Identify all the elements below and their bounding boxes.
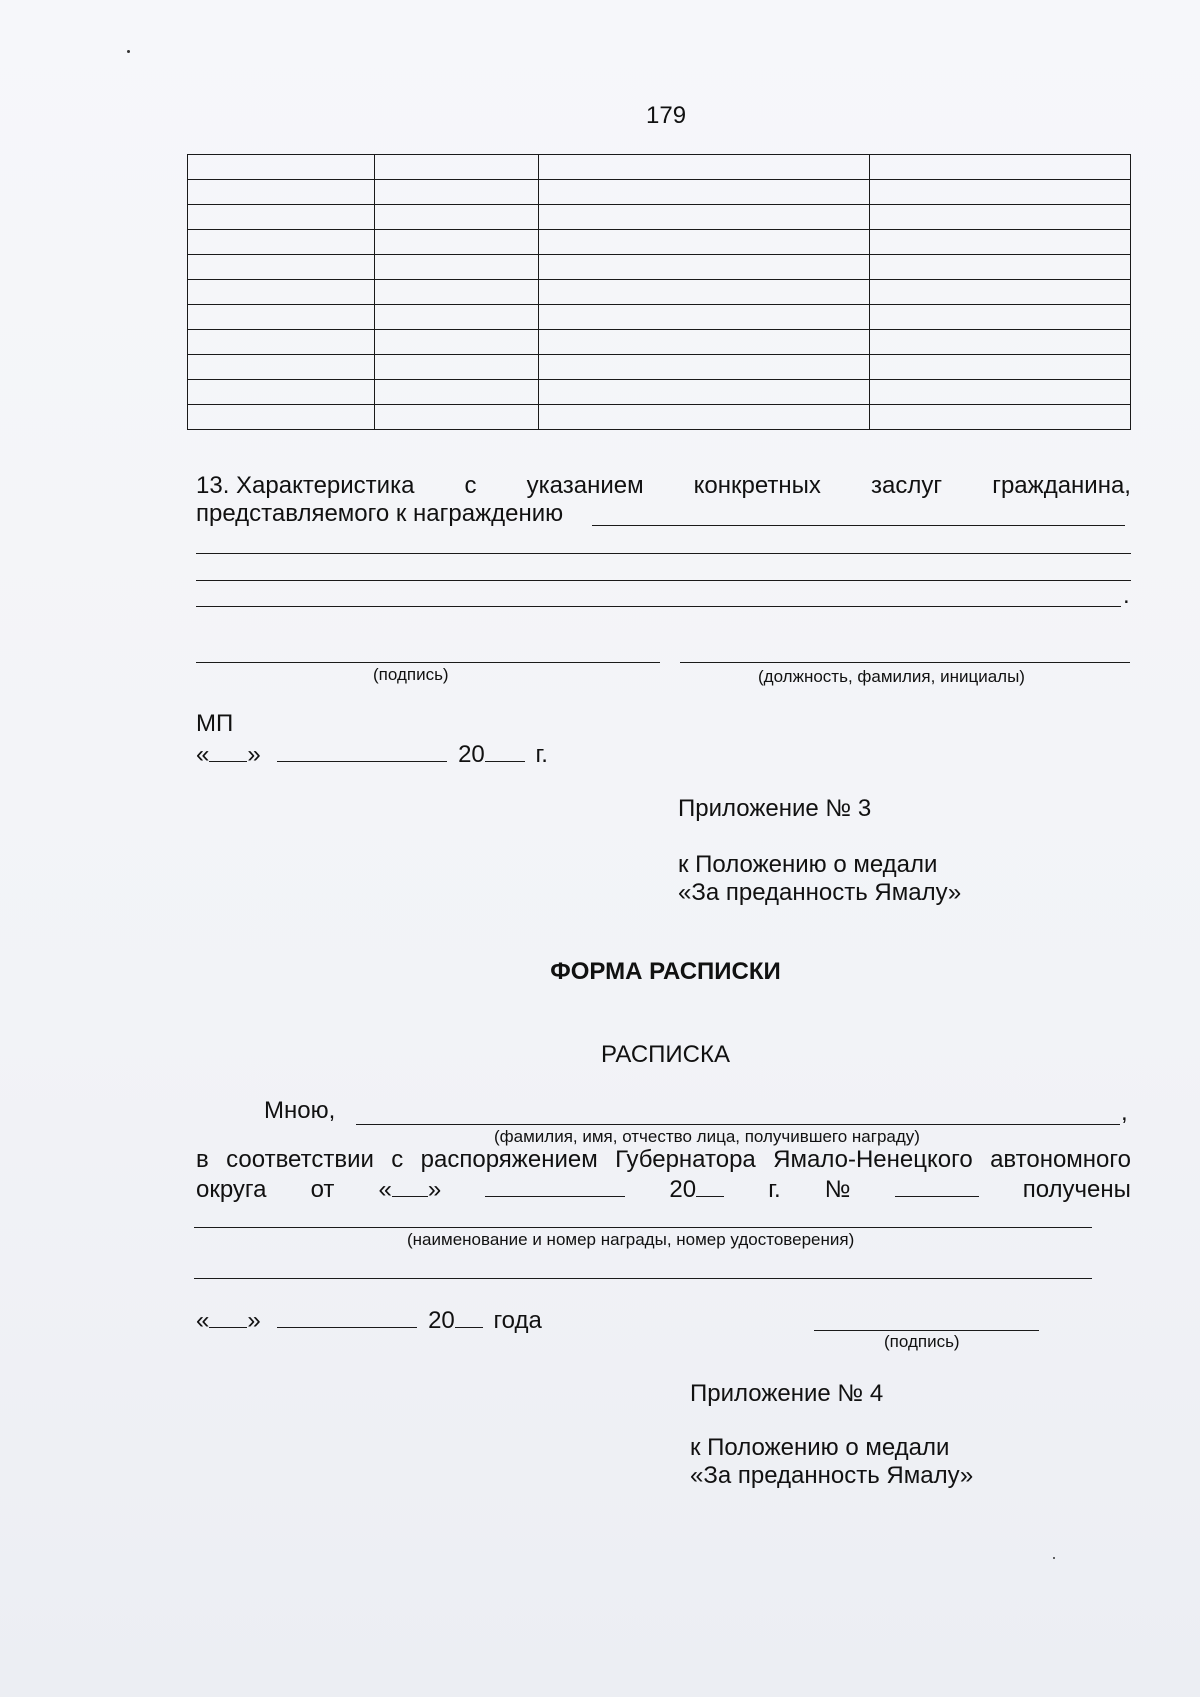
- appendix4-title: Приложение № 4: [690, 1380, 884, 1407]
- receipt-signature-caption: (подпись): [884, 1332, 960, 1351]
- table-cell: [539, 305, 870, 330]
- quote-open: «: [196, 1307, 210, 1334]
- appendix3-line2: «За преданность Ямалу»: [678, 879, 962, 906]
- table-cell: [539, 180, 870, 205]
- table-cell: [870, 205, 1131, 230]
- ot-word: от: [310, 1176, 335, 1203]
- table-cell: [188, 230, 375, 255]
- blank-line: [592, 525, 1125, 526]
- item13-word: указанием: [526, 472, 644, 499]
- year-suffix: г.: [535, 741, 548, 768]
- according-word: Губернатора: [615, 1146, 756, 1173]
- comma: ,: [1121, 1099, 1128, 1126]
- table-row: [188, 355, 1131, 380]
- table-row: [188, 280, 1131, 305]
- according-word: в: [196, 1146, 209, 1173]
- month-blank: [277, 739, 447, 762]
- item13-line1: [196, 472, 1131, 500]
- received-word: получены: [1022, 1176, 1131, 1203]
- year-word: года: [493, 1307, 542, 1334]
- form-title: ФОРМА РАСПИСКИ: [550, 958, 781, 985]
- table-cell: [375, 355, 539, 380]
- blank-line: [196, 580, 1131, 581]
- table-cell: [375, 255, 539, 280]
- table-cell: [870, 180, 1131, 205]
- table-row: [188, 330, 1131, 355]
- scan-speck: [127, 50, 130, 53]
- scan-speck: [1053, 1557, 1055, 1559]
- table-cell: [539, 355, 870, 380]
- month-blank: [277, 1305, 417, 1328]
- according-word: распоряжением: [420, 1146, 598, 1173]
- table-row: [188, 180, 1131, 205]
- table-cell: [375, 330, 539, 355]
- table-row: [188, 380, 1131, 405]
- table-row: [188, 305, 1131, 330]
- table-cell: [188, 180, 375, 205]
- table-cell: [539, 230, 870, 255]
- receipt-title: РАСПИСКА: [600, 1041, 731, 1068]
- mnoyu-label: Мною,: [264, 1097, 336, 1124]
- quote-close: »: [427, 1176, 442, 1203]
- table-cell: [539, 380, 870, 405]
- item13-word: гражданина,: [992, 472, 1131, 499]
- table-cell: [870, 255, 1131, 280]
- year-blank: [455, 1305, 483, 1328]
- table-row: [188, 255, 1131, 280]
- appendix3-title: Приложение № 3: [678, 795, 872, 822]
- position-line: [680, 662, 1130, 663]
- table-cell: [188, 405, 375, 430]
- table-cell: [188, 255, 375, 280]
- table-row: [188, 230, 1131, 255]
- award-blank: [194, 1227, 1092, 1228]
- according-word: с: [391, 1146, 404, 1173]
- table-cell: [870, 355, 1131, 380]
- day-blank: [209, 1305, 247, 1328]
- number-sign: №: [824, 1176, 851, 1203]
- table-cell: [539, 155, 870, 180]
- day-field: [379, 1174, 442, 1204]
- table-cell: [375, 230, 539, 255]
- table-cell: [188, 305, 375, 330]
- empty-table: [187, 154, 1131, 430]
- okruga-word: округа: [196, 1176, 267, 1203]
- name-caption: (фамилия, имя, отчество лица, получившего награду): [494, 1127, 920, 1146]
- stamp-label: МП: [196, 710, 234, 737]
- table-cell: [375, 180, 539, 205]
- table-cell: [870, 330, 1131, 355]
- according-word: автономного: [990, 1146, 1131, 1173]
- award-blank-2: [194, 1278, 1092, 1279]
- item13-word: с: [464, 472, 477, 499]
- according-line: [196, 1146, 1131, 1174]
- number-blank: [895, 1174, 979, 1197]
- table-cell: [375, 380, 539, 405]
- table-cell: [375, 305, 539, 330]
- table-cell: [539, 255, 870, 280]
- table-cell: [188, 205, 375, 230]
- quote-close: »: [247, 1307, 261, 1334]
- appendix3-line1: к Положению о медали: [678, 851, 938, 878]
- item13-word: конкретных: [693, 472, 821, 499]
- receipt-date-line: [196, 1305, 542, 1335]
- table-cell: [188, 355, 375, 380]
- table-cell: [188, 380, 375, 405]
- signature-caption: (подпись): [373, 665, 449, 684]
- end-period: .: [1123, 582, 1130, 609]
- name-blank: [356, 1124, 1120, 1125]
- table-cell: [870, 305, 1131, 330]
- according-word: соответствии: [226, 1146, 374, 1173]
- item13-line2: представляемого к награждению: [196, 500, 564, 527]
- month-blank: [485, 1174, 625, 1197]
- blank-line: [196, 606, 1121, 607]
- receipt-signature-line: [814, 1330, 1039, 1331]
- table-row: [188, 155, 1131, 180]
- table-cell: [870, 230, 1131, 255]
- table-cell: [375, 280, 539, 305]
- year-prefix: 20: [428, 1307, 455, 1334]
- table-cell: [375, 405, 539, 430]
- page-number: 179: [646, 102, 687, 129]
- day-blank: [392, 1174, 428, 1197]
- according-word: Ямало-Ненецкого: [773, 1146, 973, 1173]
- table-cell: [870, 280, 1131, 305]
- blank-line: [196, 553, 1131, 554]
- signature-line: [196, 662, 660, 663]
- table-cell: [870, 380, 1131, 405]
- year-field: [669, 1174, 724, 1204]
- appendix4-line2: «За преданность Ямалу»: [690, 1462, 974, 1489]
- table-cell: [539, 405, 870, 430]
- year-g: г.: [768, 1176, 781, 1203]
- year-prefix: 20: [458, 741, 485, 768]
- table-cell: [870, 155, 1131, 180]
- table-cell: [539, 205, 870, 230]
- table-cell: [375, 205, 539, 230]
- date-line: [196, 739, 548, 769]
- table-row: [188, 205, 1131, 230]
- table-cell: [539, 280, 870, 305]
- table-row: [188, 405, 1131, 430]
- table-cell: [870, 405, 1131, 430]
- table-cell: [188, 330, 375, 355]
- year-prefix: 20: [669, 1176, 697, 1203]
- quote-open: «: [378, 1176, 392, 1203]
- year-blank: [485, 739, 525, 762]
- quote-open: «: [196, 741, 210, 768]
- table-cell: [539, 330, 870, 355]
- table-cell: [188, 280, 375, 305]
- item13-word: заслуг: [871, 472, 943, 499]
- table-cell: [188, 155, 375, 180]
- appendix4-line1: к Положению о медали: [690, 1434, 950, 1461]
- day-blank: [209, 739, 247, 762]
- award-caption: (наименование и номер награды, номер удостоверения): [407, 1230, 855, 1249]
- okruga-line: [196, 1174, 1131, 1204]
- table-cell: [375, 155, 539, 180]
- position-caption: (должность, фамилия, инициалы): [758, 667, 1025, 686]
- year-blank: [696, 1174, 724, 1197]
- quote-close: »: [247, 741, 261, 768]
- item13-word: 13. Характеристика: [196, 472, 415, 499]
